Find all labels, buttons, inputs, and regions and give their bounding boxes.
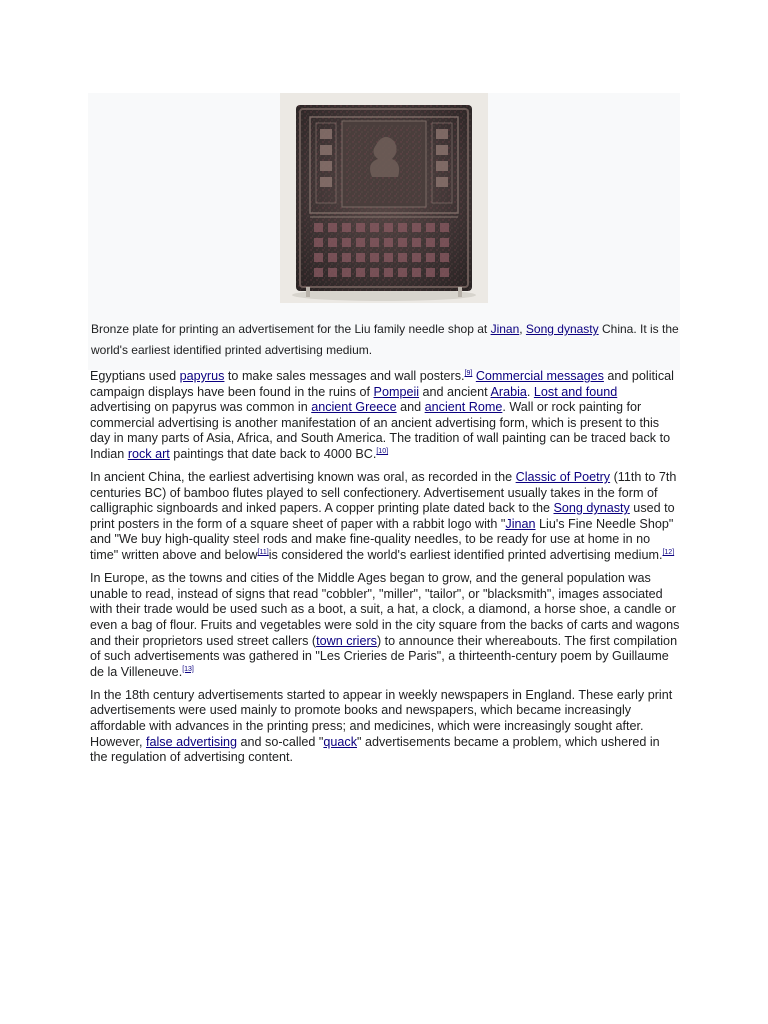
paragraph-egyptians xyxy=(90,369,680,463)
link-false-advertising[interactable]: false advertising xyxy=(146,734,238,749)
paragraph-text: Liu's Fine Needle Shop" and "We buy high-quality steel rods and make fine-quality needles, to be ready for use at home in no time" written above and below xyxy=(90,516,674,563)
link-song-dynasty[interactable]: Song dynasty xyxy=(553,501,630,516)
paragraph-text: advertising on papyrus was common in xyxy=(90,400,312,415)
bronze-printing-plate-photo xyxy=(280,93,488,303)
link-quack[interactable]: quack xyxy=(323,734,358,749)
link-jinan[interactable]: Jinan xyxy=(505,516,536,531)
citation-9[interactable]: [9] xyxy=(464,369,473,377)
link-lost-and-found[interactable]: Lost and found xyxy=(533,384,618,399)
link-ancient-greece[interactable]: ancient Greece xyxy=(311,400,397,415)
paragraph-text: In the 18th century advertisements started to appear in weekly newspapers in England. These early print advertisements were used mainly to promote books and newspapers, which became increasingly affordable with advances in the printing press; and medicines, which were increasingly sought after. However, xyxy=(90,687,673,749)
citation-12[interactable]: [12] xyxy=(662,548,675,556)
article-body xyxy=(90,369,680,773)
paragraph-text: and xyxy=(396,400,425,415)
paragraph-europe xyxy=(90,571,680,680)
paragraph-18th-century xyxy=(90,688,680,766)
paragraph-text: (11th to 7th centuries BC) of bamboo flutes played to sell confectionery. Advertisement usually takes in the form of calligraphic signboards and inked papers. A copper printing plate dated back to the xyxy=(90,470,677,516)
paragraph-text: " advertisements became a problem, which ushered in the regulation of advertising content. xyxy=(90,734,660,765)
paragraph-text: and so-called " xyxy=(237,734,324,749)
link-pompeii[interactable]: Pompeii xyxy=(373,384,420,399)
paragraph-text: In ancient China, the earliest advertising known was oral, as recorded in the xyxy=(90,470,516,485)
figure-box xyxy=(88,93,680,370)
paragraph-text: ) to announce their whereabouts. The first compilation of such advertisements was gathered in "Les Crieries de Paris", a thirteenth-century poem by Guillaume de la Villeneuve. xyxy=(90,633,678,679)
paragraph-ancient-china xyxy=(90,470,680,564)
paragraph-text: to make sales messages and wall posters. xyxy=(224,369,465,383)
citation-13[interactable]: [13] xyxy=(182,665,194,673)
paragraph-text: Egyptians used xyxy=(90,369,180,383)
citation-10[interactable]: [10] xyxy=(376,447,389,455)
link-arabia[interactable]: Arabia xyxy=(490,384,527,399)
caption-text: China. It is the world's earliest identified printed advertising medium. xyxy=(91,322,679,357)
link-song-dynasty[interactable]: Song dynasty xyxy=(525,322,599,336)
link-classic-of-poetry[interactable]: Classic of Poetry xyxy=(515,470,611,485)
link-papyrus[interactable]: papyrus xyxy=(179,369,225,383)
link-town-criers[interactable]: town criers xyxy=(316,633,377,648)
paragraph-text: used to print posters in the form of a square sheet of paper with a rabbit logo with " xyxy=(90,501,675,531)
caption-text: , xyxy=(519,322,526,336)
paragraph-text: . Wall or rock painting for commercial advertising is another manifestation of an ancient advertising form, which is present to this day in many parts of Asia, Africa, and South America. The tradition of wall painting can be traced back to Indian xyxy=(90,400,671,461)
paragraph-text: and ancient xyxy=(419,384,491,399)
citation-11[interactable]: [11] xyxy=(257,548,269,556)
figure-caption xyxy=(91,319,679,361)
paragraph-text: and political campaign displays have been found in the ruins of xyxy=(90,369,674,399)
link-jinan[interactable]: Jinan xyxy=(490,322,520,336)
link-commercial-messages[interactable]: Commercial messages xyxy=(475,369,604,383)
link-rock-art[interactable]: rock art xyxy=(127,446,170,461)
paragraph-text: . xyxy=(526,384,534,399)
link-ancient-rome[interactable]: ancient Rome xyxy=(424,400,503,415)
paragraph-text: In Europe, as the towns and cities of the Middle Ages began to grow, and the general population was unable to read, instead of signs that read "cobbler", "miller", "tailor", or "blacksmith", images associated with their trade would be used such as a boot, a suit, a hat, a clock, a diamond, a horse shoe, a candle or even a bag of flour. Fruits and vegetables were sold in the city square from the backs of carts and wagons and their proprietors used street callers ( xyxy=(90,571,680,648)
paragraph-text: is considered the world's earliest identified printed advertising medium. xyxy=(268,548,663,563)
paragraph-text: paintings that date back to 4000 BC. xyxy=(169,446,377,461)
caption-text: Bronze plate for printing an advertisement for the Liu family needle shop at xyxy=(91,322,491,336)
